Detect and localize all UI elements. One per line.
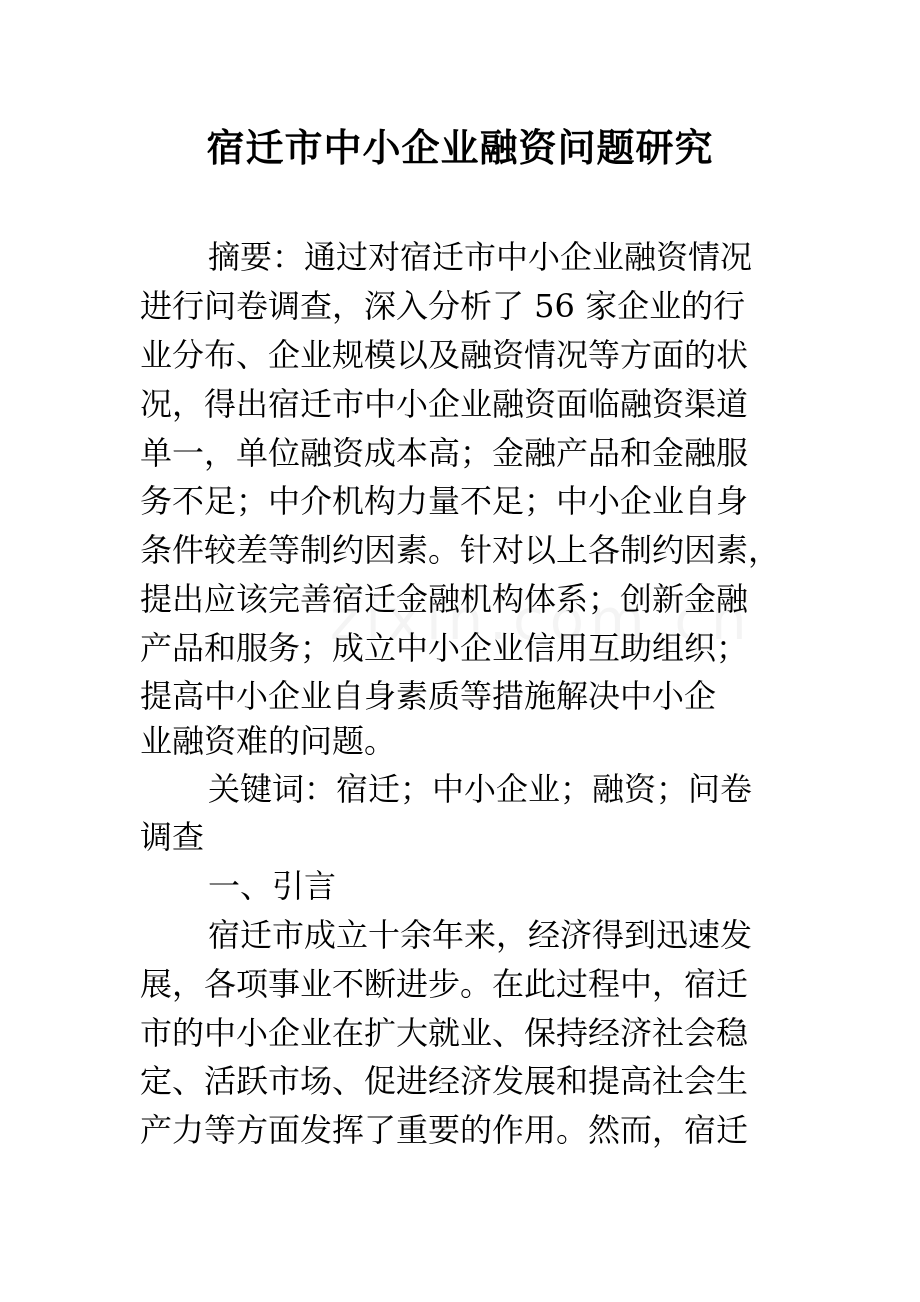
body-line-2: 展，各项事业不断进步。在此过程中，宿迁 xyxy=(140,965,749,1003)
body-line-4: 定、活跃市场、促进经济发展和提高社会生 xyxy=(140,1062,749,1100)
abstract-line-6: 务不足；中介机构力量不足；中小企业自身 xyxy=(140,482,749,520)
abstract-line-7: 条件较差等制约因素。针对以上各制约因素， xyxy=(140,531,781,569)
keywords-line-2: 调查 xyxy=(140,818,205,856)
section-heading: 一、引言 xyxy=(208,867,337,905)
abstract-line-9: 产品和服务；成立中小企业信用互助组织； xyxy=(140,629,749,667)
abstract-line-10: 提高中小企业自身素质等措施解决中小企 xyxy=(140,677,717,715)
body-line-1: 宿迁市成立十余年来，经济得到迅速发 xyxy=(208,916,753,954)
abstract-line-5: 单一，单位融资成本高；金融产品和金融服 xyxy=(140,434,749,472)
abstract-line-1: 摘要：通过对宿迁市中小企业融资情况 xyxy=(208,238,753,276)
abstract-line-8: 提出应该完善宿迁金融机构体系；创新金融 xyxy=(140,580,749,618)
abstract-line-2: 进行问卷调查，深入分析了 56 家企业的行 xyxy=(140,287,746,325)
abstract-line-3: 业分布、企业规模以及融资情况等方面的状 xyxy=(140,336,749,374)
body-line-3: 市的中小企业在扩大就业、保持经济社会稳 xyxy=(140,1014,749,1052)
abstract-line-11: 业融资难的问题。 xyxy=(140,722,397,760)
abstract-line-4: 况，得出宿迁市中小企业融资面临融资渠道 xyxy=(140,385,749,423)
body-line-5: 产力等方面发挥了重要的作用。然而，宿迁 xyxy=(140,1111,749,1149)
keywords-line-1: 关键词：宿迁；中小企业；融资；问卷 xyxy=(208,770,753,808)
document-title: 宿迁市中小企业融资问题研究 xyxy=(206,125,714,170)
